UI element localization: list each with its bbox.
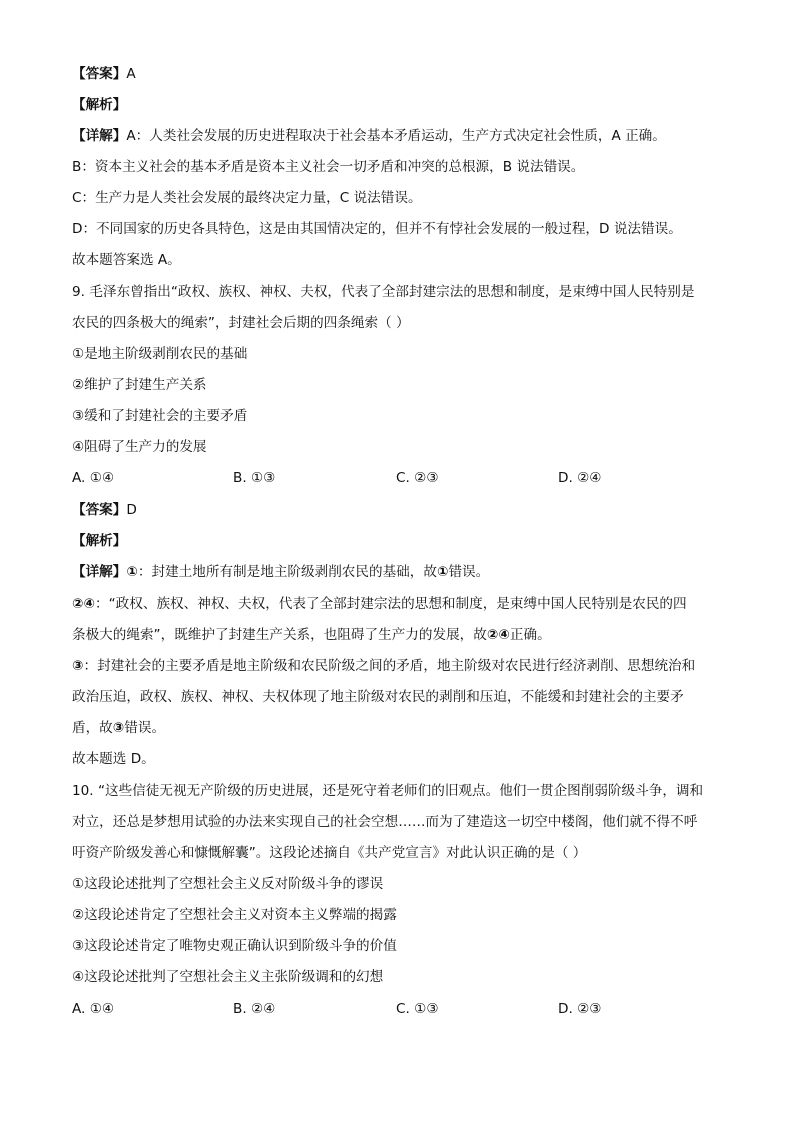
answer-label: 【答案】 [72, 66, 127, 82]
detail-text: ：封建土地所有制是地主阶级剥削农民的基础，故 [137, 564, 437, 580]
answer-label: 【答案】 [72, 502, 127, 518]
detail-key: ① [126, 564, 138, 580]
detail-text: ：封建社会的主要矛盾是地主阶级和农民阶级之间的矛盾，地主阶级对农民进行经济剥削、思想统治和 [83, 658, 696, 674]
q9-detail-2-line-2 [72, 626, 551, 644]
answer-value: A [126, 66, 136, 82]
q8-detail-line-4: D：不同国家的历史各具特色，这是由其国情决定的，但并不有悖社会发展的一般过程，D 说法错误。 [72, 221, 682, 237]
q9-stem-line-1: 9. 毛泽东曾指出“政权、族权、神权、夫权，代表了全部封建宗法的思想和制度，是束缚中国人民特别是 [72, 284, 695, 300]
q10-statement-1: ①这段论述批判了空想社会主义反对阶级斗争的谬误 [72, 876, 384, 892]
q9-detail-2 [72, 595, 687, 613]
detail-label: 【详解】 [72, 564, 127, 580]
q10-stem-line-2: 对立，还总是梦想用试验的办法来实现自己的社会空想……而为了建造这一切空中楼阁，他们就不得不呼 [72, 814, 698, 830]
detail-ref: ③ [112, 720, 125, 736]
detail-key: ③ [72, 658, 84, 674]
q9-statement-3: ③缓和了封建社会的主要矛盾 [72, 408, 248, 424]
q9-detail-3 [72, 657, 695, 675]
detail-end: 错误。 [448, 564, 490, 580]
q9-option-c: C. ②③ [396, 470, 439, 486]
q10-option-d: D. ②③ [558, 1001, 602, 1017]
q9-stem-line-2: 农民的四条极大的绳索”，封建社会后期的四条绳索（ ） [72, 315, 410, 331]
q10-stem-line-1: 10. “这些信徒无视无产阶级的历史进展，还是死守着老师们的旧观点。他们一贯企图削弱阶级斗争，调和 [72, 783, 704, 799]
q9-statement-2: ②维护了封建生产关系 [72, 377, 207, 393]
q8-detail-line-3: C：生产力是人类社会发展的最终决定力量，C 说法错误。 [72, 190, 422, 206]
q9-statement-4: ④阻碍了生产力的发展 [72, 439, 207, 455]
q10-option-b: B. ②④ [233, 1001, 276, 1017]
detail-text: ：“政权、族权、神权、夫权，代表了全部封建宗法的思想和制度，是束缚中国人民特别是农民的四 [95, 596, 687, 612]
q10-statement-3: ③这段论述肯定了唯物史观正确认识到阶级斗争的价值 [72, 938, 397, 954]
detail-text: A：人类社会发展的历史进程取决于社会基本矛盾运动，生产方式决定社会性质，A 正确。 [126, 128, 666, 144]
q10-stem-line-3: 吁资产阶级发善心和慷慨解囊”。这段论述摘自《共产党宣言》对此认识正确的是（ ） [72, 845, 587, 861]
q9-answer [72, 501, 137, 519]
q9-statement-1: ①是地主阶级剥削农民的基础 [72, 346, 248, 362]
detail-text: 条极大的绳索”，既维护了封建生产关系，也阻碍了生产力的发展，故 [72, 627, 487, 643]
detail-text: 盾，故 [72, 720, 113, 736]
detail-ref: ②④ [486, 627, 510, 643]
q8-answer [72, 65, 136, 83]
q10-option-a: A. ①④ [72, 1001, 115, 1017]
detail-end: 正确。 [509, 627, 551, 643]
answer-value: D [126, 502, 137, 518]
q9-detail-3-line-2: 政治压迫，政权、族权、神权、夫权体现了地主阶级对农民的剥削和压迫，不能缓和封建社会的主要矛 [72, 689, 684, 705]
q8-conclusion: 故本题答案选 A。 [72, 252, 181, 268]
q9-option-b: B. ①③ [233, 470, 276, 486]
q8-detail-line-1 [72, 127, 666, 145]
q9-option-d: D. ②④ [558, 470, 602, 486]
detail-ref: ① [436, 564, 449, 580]
detail-key: ②④ [72, 596, 96, 612]
q10-statement-4: ④这段论述批判了空想社会主义主张阶级调和的幻想 [72, 969, 384, 985]
detail-label: 【详解】 [72, 128, 127, 144]
q10-option-c: C. ①③ [396, 1001, 439, 1017]
q9-detail-1 [72, 563, 489, 581]
q8-analysis-label: 【解析】 [72, 97, 127, 113]
q8-detail-line-2: B：资本主义社会的基本矛盾是资本主义社会一切矛盾和冲突的总根源，B 说法错误。 [72, 159, 585, 175]
detail-end: 错误。 [124, 720, 166, 736]
q9-detail-3-line-3 [72, 719, 165, 737]
q9-conclusion: 故本题选 D。 [72, 751, 155, 767]
q9-option-a: A. ①④ [72, 470, 115, 486]
q10-statement-2: ②这段论述肯定了空想社会主义对资本主义弊端的揭露 [72, 907, 397, 923]
q9-analysis-label: 【解析】 [72, 533, 127, 549]
